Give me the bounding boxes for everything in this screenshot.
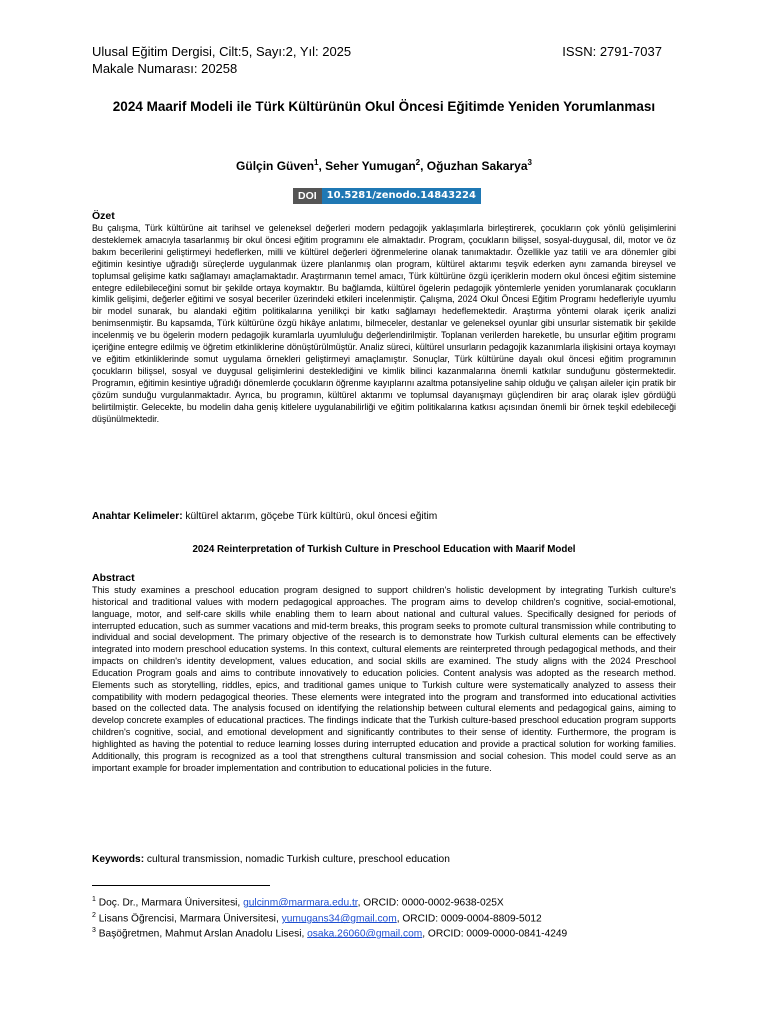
footnote-2 (92, 909, 692, 925)
author-separator: , (420, 159, 427, 173)
keywords-text: cultural transmission, nomadic Turkish culture, preschool education (144, 854, 450, 865)
journal-citation: Ulusal Eğitim Dergisi, Cilt:5, Sayı:2, Yıl: 2025 (92, 44, 352, 59)
article-number: Makale Numarası: 20258 (92, 61, 238, 76)
email-link[interactable]: osaka.26060@gmail.com (307, 928, 423, 940)
anahtar-label: Anahtar Kelimeler: (92, 511, 183, 522)
author-name: Gülçin Güven (236, 159, 315, 173)
keywords-label: Keywords: (92, 854, 145, 865)
footnote-mark: 2 (92, 912, 96, 919)
ozet-heading: Özet (92, 210, 115, 222)
footnote-affiliation: Başöğretmen, Mahmut Arslan Anadolu Lisesi, (95, 928, 308, 940)
footnote-3 (92, 924, 692, 940)
article-title: 2024 Maarif Modeli ile Türk Kültürünün Okul Öncesi Eğitimde Yeniden Yorumlanması (112, 99, 656, 114)
english-title: 2024 Reinterpretation of Turkish Culture in Preschool Education with Maarif Model (192, 544, 576, 555)
author-list (92, 155, 676, 174)
footnote-affiliation: Doç. Dr., Marmara Üniversitesi, (95, 897, 244, 909)
anahtar-kelimeler (92, 510, 676, 523)
doi-badge[interactable] (293, 188, 481, 204)
author-separator: , (318, 159, 326, 173)
author-name: Oğuzhan Sakarya (426, 159, 528, 173)
footnote-orcid: , ORCID: 0000-0002-9638-025X (357, 897, 504, 909)
author-footnote-mark[interactable]: 3 (527, 158, 532, 167)
author-name: Seher Yumugan (325, 159, 416, 173)
footnote-orcid: , ORCID: 0009-0000-0841-4249 (422, 928, 568, 940)
abstract-text: This study examines a preschool education program designed to support children's holistic development by integrating Turkish culture's historical and traditional values with modern pedagogical approaches. The program aims to develop children's cognitive, social-emotional, language, motor, and self-care skills while enabling them to learn about national and cultural values. Specifically designed for periods of interrupted education, such as summer vacations and mid-term breaks, this program seeks to promote cultural transmission while contributing to individual and social development. The primary objective of the research is to demonstrate how Turkish cultural elements can be effectively integrated into modern preschool education systems. In this context, cultural elements are reinterpreted through pedagogical methods, and their impacts on children's identity development, values education, and social skills are examined. The study aligns with the 2024 Preschool Education Program goals and aims to contribute innovatively to education policies. Content analysis was adopted as the research method. Elements such as storytelling, riddles, epics, and traditional games unique to Turkish culture were systematically analyzed to assess their compatibility with modern pedagogical theories. These elements were integrated into the program and transformed into educational activities based on the collected data. The analysis focused on identifying the relationship between cultural elements and pedagogical gains, aiming to develop concrete examples of educational practices. The findings indicate that the Turkish culture-based preschool education program supports children's cognitive, social, and emotional development and significantly contributes to their sense of identity. Furthermore, the program is highlighted as having the potential to reduce learning losses during interrupted education and provide a practical solution for working families. Additionally, this program is recognized as a tool that strengthens cultural transmission and social cohesion. This model could serve as an important example for broader implementation and contribution to educational policies in the future. (92, 585, 676, 773)
journal-header (92, 43, 662, 77)
footnote-1 (92, 893, 692, 909)
footnote-orcid: , ORCID: 0009-0004-8809-5012 (396, 913, 542, 925)
anahtar-text: kültürel aktarım, göçebe Türk kültürü, okul öncesi eğitim (182, 511, 438, 522)
footnote-mark: 3 (92, 927, 96, 934)
ozet-text: Bu çalışma, Türk kültürüne ait tarihsel ve geleneksel değerleri modern pedagojik yaklaşımlarla birleştirerek, çocukların çok yönlü gelişimlerini desteklemek amacıyla tasarlanmış bir okul öncesi eğitim programını ele almaktadır. Program, çocukların bilişsel, sosyal-duygusal, dil, motor ve öz bakım becerilerini geliştirmeyi hedeflerken, milli ve kültürel değerleri öğrenmelerine olanak tanımaktadır. Özellikle yaz tatili ve ara dönemler gibi eğitimin kesintiye uğradığı süreçlerde uygulanmak üzere planlanmış olan program, kültürel aktarımı teşvik ederken aynı zamanda bireysel ve toplumsal gelişime katkı sağlamayı amaçlamaktadır. Araştırmanın temel amacı, Türk kültürüne özgü içeriklerin modern okul öncesi eğitim sistemine entegre edilebileceğini somut bir şekilde ortaya koymaktır. Bu bağlamda, kültürel ögelerin pedagojik yöntemlerle yeniden yorumlanarak çocukların kimlik gelişimi, değerler eğitimi ve sosyal beceriler üzerindeki etkileri incelenmiştir. Çalışma, 2024 Okul Öncesi Eğitim Programı hedefleriyle uyumlu bir model sunarak, bu alandaki eğitim politikalarına yenilikçi bir katkı sağlamayı hedeflemektedir. Araştırma yöntemi olarak içerik analizi benimsenmiştir. Bu kapsamda, Türk kültürüne özgü hikâye anlatımı, bilmeceler, destanlar ve geleneksel oyunlar gibi unsurlar sistematik bir şekilde incelenmiş ve bu ögelerin modern pedagojik kuramlarla uyumluluğu değerlendirilmiştir. Toplanan verilerden hareketle, bu unsurlar eğitim programı içeriğine entegre edilmiş ve öğretim etkinliklerine dönüştürülmüştür. Analiz süreci, kültürel unsurların pedagojik kazanımlarla ilişkisini ortaya koymayı ve eğitim etkinliklerinde somut uygulama örnekleri geliştirmeyi amaçlamıştır. Sonuçlar, Türk kültürüne dayalı okul öncesi eğitim programının çocukların bilişsel, sosyal ve duygusal gelişimlerini desteklediğini ve kimlik bilinci kazanmalarına önemli katkılar sunduğunu göstermektedir. Programın, eğitimin kesintiye uğradığı dönemlerde çocukların öğrenme kayıplarını azaltma potansiyeline sahip olduğu ve çalışan aileler için pratik bir çözüm sunduğu vurgulanmaktadır. Ayrıca, bu programın, kültürel aktarımı ve toplumsal dayanışmayı güçlendiren bir araç olarak işlev gördüğü belirtilmiştir. Gelecekte, bu modelin daha geniş kitlelere uygulanabilirliği ve eğitim politikalarına katkısı açısından önemli bir örnek teşkil edebileceği düşünülmektedir. (92, 223, 676, 424)
issn: ISSN: 2791-7037 (562, 44, 662, 59)
doi-label: DOI (293, 188, 322, 204)
abstract-heading: Abstract (92, 572, 135, 584)
footnote-divider (92, 885, 270, 886)
email-link[interactable]: gulcinm@marmara.edu.tr (243, 897, 358, 909)
doi-value[interactable]: 10.5281/zenodo.14843224 (322, 188, 481, 204)
keywords (92, 853, 676, 866)
footnote-affiliation: Lisans Öğrencisi, Marmara Üniversitesi, (95, 913, 282, 925)
author-footnote-mark[interactable]: 2 (415, 158, 421, 167)
author-footnote-mark[interactable]: 1 (314, 158, 319, 167)
footnote-mark: 1 (92, 896, 96, 903)
email-link[interactable]: yumugans34@gmail.com (281, 913, 397, 925)
